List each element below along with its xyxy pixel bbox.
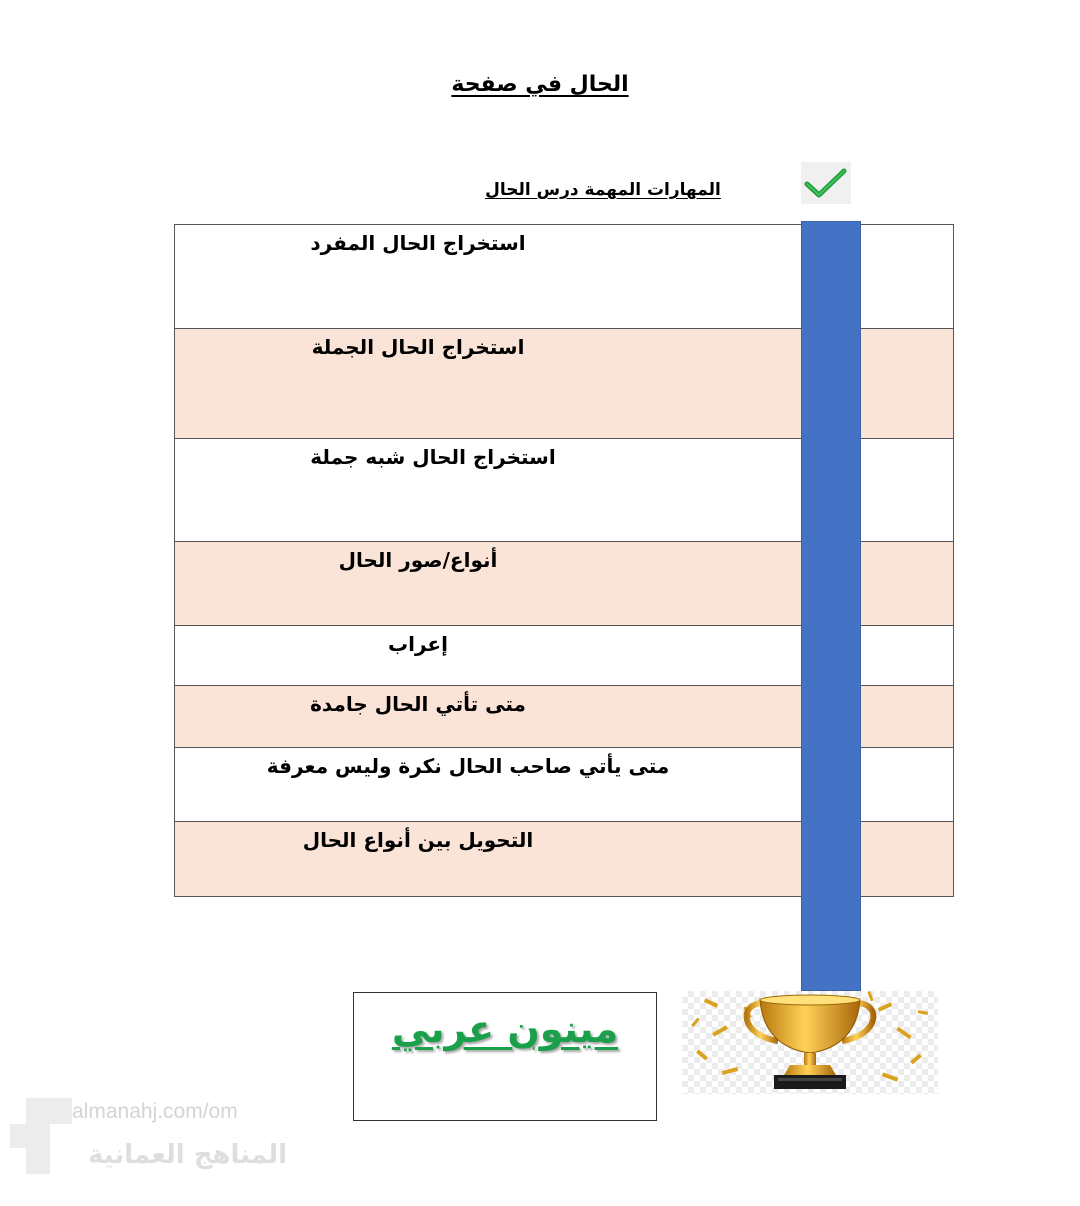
checkmark-icon <box>801 162 851 204</box>
skill-cell <box>175 329 802 439</box>
skill-label: التحويل بين أنواع الحال <box>302 828 534 852</box>
watermark-logo-icon <box>10 1098 72 1174</box>
skills-subheading: المهارات المهمة درس الحال <box>485 180 721 200</box>
watermark <box>10 1098 287 1178</box>
skill-cell <box>175 686 802 748</box>
skill-label: أنواع/صور الحال <box>338 548 498 572</box>
skill-cell <box>175 225 802 329</box>
brand-name: مينون عربي <box>391 1007 619 1051</box>
skill-cell <box>175 626 802 686</box>
page-title: الحال في صفحة <box>451 72 629 97</box>
skill-cell <box>175 748 802 822</box>
skill-label: إعراب <box>388 632 448 656</box>
trophy-icon <box>682 991 938 1094</box>
watermark-url: almanahj.com/om <box>72 1100 238 1123</box>
skill-cell <box>175 542 802 626</box>
skill-label: استخراج الحال شبه جملة <box>310 445 556 469</box>
skill-cell <box>175 439 802 542</box>
skill-label: استخراج الحال المفرد <box>310 231 526 255</box>
progress-bar-vertical <box>801 221 861 991</box>
skill-cell <box>175 822 802 897</box>
brand-box <box>353 992 657 1121</box>
skill-label: متى تأتي الحال جامدة <box>310 692 526 716</box>
skill-label: متى يأتي صاحب الحال نكرة وليس معرفة <box>266 754 670 778</box>
watermark-text: المناهج العمانية <box>88 1140 287 1170</box>
skill-label: استخراج الحال الجملة <box>311 335 525 359</box>
